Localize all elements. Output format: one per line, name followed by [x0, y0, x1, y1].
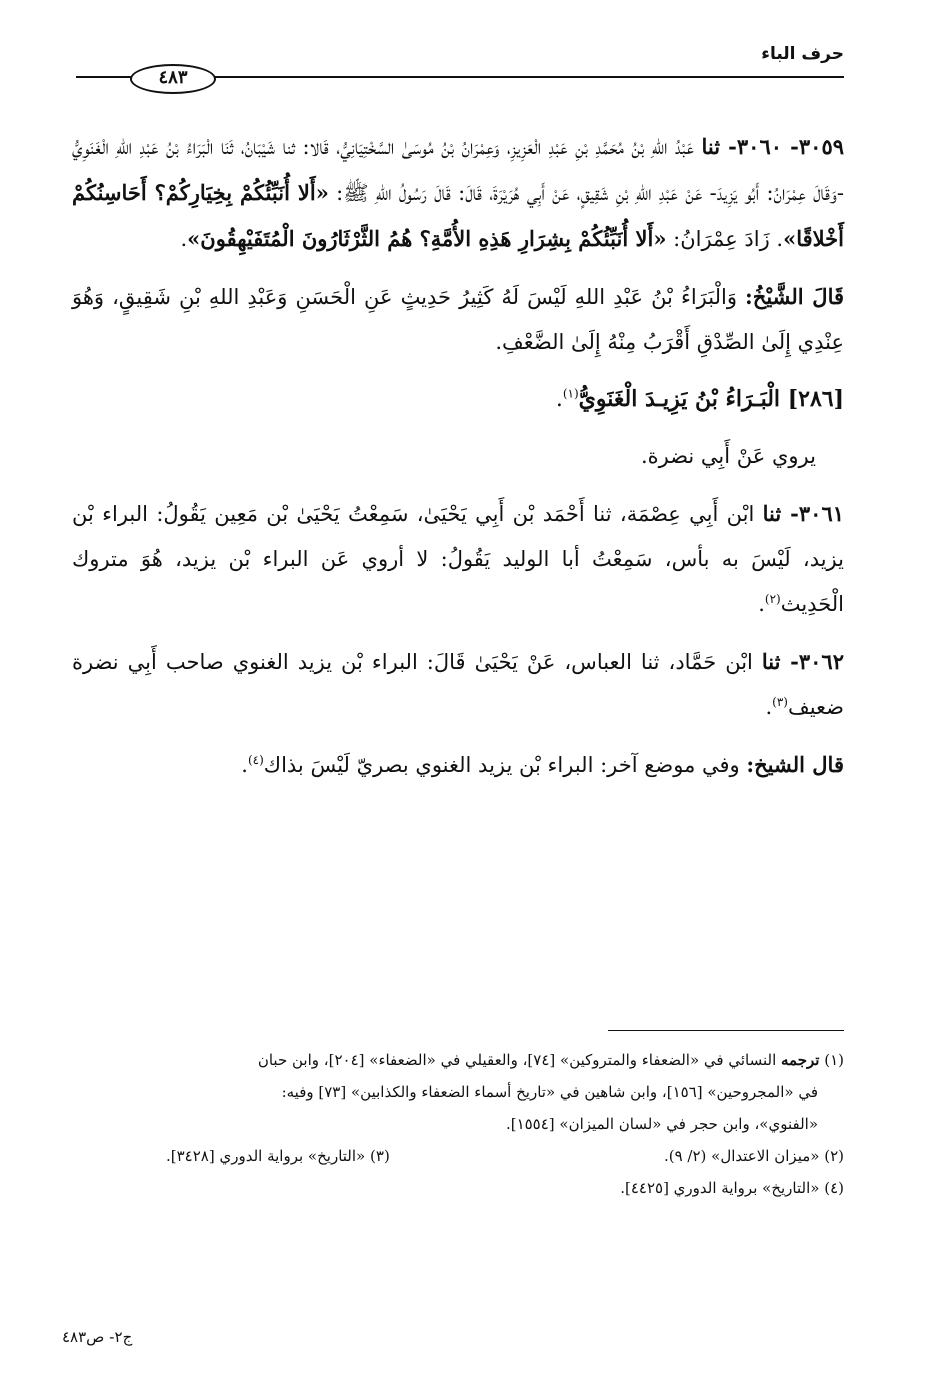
footnote-ref-2[interactable]: (٢) [764, 592, 781, 606]
narrator-entry-heading [72, 377, 844, 422]
hadith-3061 [72, 491, 844, 627]
narrator-name: الْبَـرَاءُ بْنُ يَزِيـدَ الْغَنَوِيُّ [578, 386, 788, 412]
report-text: ابْن حَمَّاد، ثنا العباس، عَنْ يَحْيَىٰ قَالَ: البراء بْن يزيد الغنوي صاحب أَبِي نضرة ضعيف [72, 650, 844, 719]
footnote-lead: ترجمه [781, 1051, 820, 1069]
hadith-3059-3060 [72, 124, 844, 262]
comment-text: وفي موضع آخر: البراء بْن يزيد الغنوي بصريّ لَيْسَ بذاك [263, 753, 747, 777]
footnote-1-line-3: «الفنوي»، وابن حجر في «لسان الميزان» [١٥٥٤]. [505, 1115, 818, 1133]
footnote-2 [664, 1140, 844, 1172]
footnotes-2-3-row [76, 1140, 844, 1172]
footnote-number: (٤) [824, 1179, 844, 1197]
footnote-text: النسائي في «الضعفاء والمتروكين» [٧٤]، والعقيلي في «الضعفاء» [٢٠٤]، وابن حبان [257, 1051, 781, 1069]
period: . [241, 753, 248, 777]
volume-page-code: ج٢- ص٤٨٣ [62, 1328, 133, 1346]
footnote-3 [166, 1140, 390, 1172]
sheikh-comment-1 [72, 274, 844, 365]
narrates-from: يروي عَنْ أَبِي نضرة. [640, 444, 816, 468]
addition-text: . زَادَ عِمْرَانُ: [666, 227, 784, 251]
comment-lead: قَالَ الشَّيْخُ: [745, 284, 845, 309]
footnote-ref-3[interactable]: (٣) [772, 695, 788, 709]
page-number-badge: ٤٨٣ [130, 64, 216, 94]
report-text: ابْن أَبِي عِصْمَة، ثنا أَحْمَد بْن أَبِي يَحْيَىٰ، سَمِعْتُ يَحْيَىٰ بْن مَعِين يَقُولُ: البراء بْن يزيد، لَيْسَ به بأس، سَمِعْتُ أبا الوليد يَقُولُ: لا أروي عَن البراء بْن يزيد، هُوَ متروك الْحَدِيث [72, 502, 844, 616]
footnote-number: (٣) [370, 1147, 390, 1165]
hadith-number: ٣٠٦١- [781, 501, 845, 526]
thana-word: ثنا [762, 501, 782, 526]
footnote-4 [76, 1172, 844, 1204]
thana-word: ثنا [761, 649, 781, 674]
footnote-text: «ميزان الاعتدال» (٢/ ٩). [663, 1147, 820, 1165]
comment-lead: قال الشيخ: [746, 752, 844, 777]
footnote-number: (٢) [824, 1147, 844, 1165]
thana-word: ثنا [701, 134, 721, 159]
footnote-rule [608, 1030, 844, 1031]
sheikh-comment-2 [72, 742, 844, 788]
running-title: حرف الباء [761, 44, 844, 64]
comment-text: وَالْبَرَاءُ بْنُ عَبْدِ اللهِ لَيْسَ لَهُ كَثِيرُ حَدِيثٍ عَنِ الْحَسَنِ وَعَبْدِ اللهِ بْنِ شَقِيقٍ، وَهُوَ عِنْدِي إِلَىٰ الصِّدْقِ أَقْرَبُ مِنْهُ إِلَىٰ الضَّعْفِ. [72, 285, 844, 354]
footnote-ref-4[interactable]: (٤) [247, 753, 264, 767]
entry-number: [٢٨٦] [787, 386, 844, 412]
footnote-ref-1[interactable]: (١) [562, 386, 579, 401]
footnote-text: «التاريخ» برواية الدوري [٤٤٢٥]. [620, 1179, 820, 1197]
period: . [555, 387, 563, 412]
footnote-number: (١) [824, 1051, 844, 1069]
period: . [758, 592, 765, 616]
period: . [765, 695, 773, 719]
main-text [72, 124, 844, 800]
footnote-text: «التاريخ» برواية الدوري [٣٤٢٨]. [166, 1147, 366, 1165]
footnote-1 [76, 1044, 844, 1076]
footnotes [76, 1044, 844, 1204]
footnote-1-line-2: في «المجروحين» [١٥٦]، وابن شاهين في «تاريخ أسماء الضعفاء والكذابين» [٧٣] وفيه: [281, 1083, 818, 1101]
hadith-number: ٣٠٥٩- ٣٠٦٠- [720, 134, 845, 159]
hadith-3062 [72, 639, 844, 730]
isnad-text: عَبْدُ اللهِ بْنُ مُحَمَّدِ بْنِ عَبْدِ الْعَزِيزِ، وَعِمْرَانُ بْنُ مُوسَىٰ السَّخْتِيَانِيُّ، قَالا: ثنا شَيْبَانُ، ثَنَا الْبَرَاءُ بْنُ عَبْدِ اللهِ الْغَنَوِيُّ -وَقَالَ عِمْرَانُ: أَبُو يَزِيدَ- عَنْ عَبْدِ اللهِ بْنِ شَقِيقٍ، عَنْ أَبِي هُرَيْرَةَ، قَالَ: قَالَ رَسُولُ اللهِ ﷺ: [72, 135, 844, 205]
hadith-quote-addition: «أَلا أُنَبِّئُكُمْ بِشِرَارِ هَذِهِ الأُمَّةِ؟ هُمُ الثَّرْثَارُونَ الْمُتَفَيْهِقُونَ» [187, 226, 667, 251]
period: . [180, 227, 188, 251]
hadith-quote: «أَلا أُنَبِّئُكُمْ بِخِيَارِكُمْ؟ أَحَاسِنُكُمْ أَخْلاقًا» [72, 180, 844, 251]
hadith-number: ٣٠٦٢- [780, 649, 844, 674]
